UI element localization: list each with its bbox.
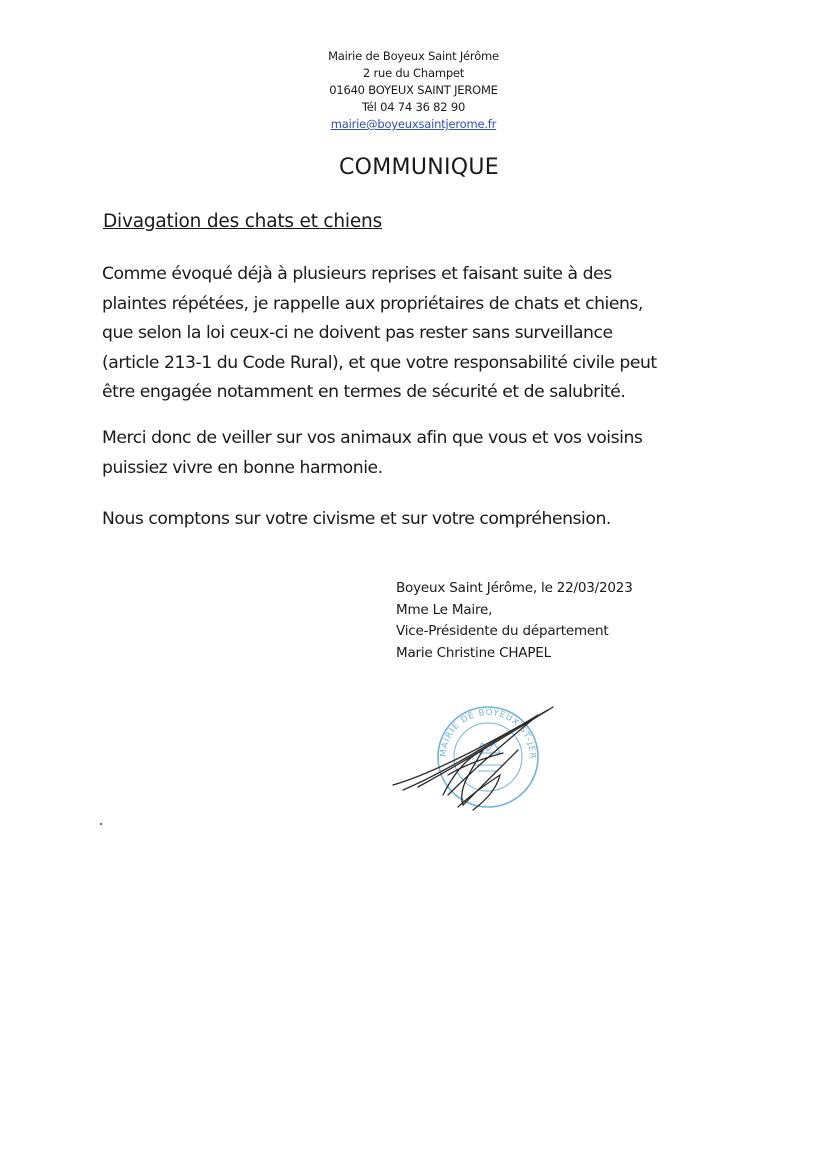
- mairie-email-link[interactable]: mairie@boyeuxsaintjerome.fr: [330, 117, 497, 131]
- signer-title: Vice-Présidente du département: [396, 623, 609, 639]
- paragraph-closing: [102, 505, 742, 535]
- stamp-and-signature: [388, 695, 568, 820]
- mairie-name: Mairie de Boyeux Saint Jérôme: [328, 49, 499, 63]
- paragraph-line: être engagée notamment en termes de sécurité et de salubrité.: [102, 382, 626, 402]
- paragraph-reminder: [102, 260, 742, 408]
- mairie-street: 2 rue du Champet: [362, 66, 465, 80]
- paragraph-line: puissiez vivre en bonne harmonie.: [102, 457, 383, 478]
- paragraph-line: (article 213-1 du Code Rural), et que votre responsabilité civile peut: [102, 352, 657, 373]
- document-title: COMMUNIQUE: [338, 155, 499, 180]
- paragraph-line: plaintes répétées, je rappelle aux propriétaires de chats et chiens,: [102, 293, 643, 314]
- mairie-city: 01640 BOYEUX SAINT JEROME: [329, 83, 498, 97]
- paragraph-line: Merci donc de veiller sur vos animaux afin que vous et vos voisins: [102, 428, 643, 448]
- paragraph-line: que selon la loi ceux-ci ne doivent pas rester sans surveillance: [102, 323, 613, 343]
- signer-role: Mme Le Maire,: [396, 601, 493, 618]
- subject-heading: Divagation des chats et chiens: [103, 211, 383, 232]
- letterhead: [0, 48, 827, 133]
- paragraph-request: [102, 424, 742, 483]
- official-stamp-icon: [388, 695, 568, 820]
- signer-name: Marie Christine CHAPEL: [396, 644, 551, 661]
- stamp-text: MAIRIE DE BOYEUX-ST-JER: [438, 707, 538, 760]
- place-date: Boyeux Saint Jérôme, le 22/03/2023: [396, 580, 633, 596]
- paragraph-line: Comme évoqué déjà à plusieurs reprises et faisant suite à des: [102, 264, 612, 284]
- scan-speck: [100, 823, 102, 825]
- paragraph-line: Nous comptons sur votre civisme et sur votre compréhension.: [102, 509, 611, 529]
- mairie-phone: Tél 04 74 36 82 90: [361, 100, 466, 114]
- svg-text:MAIRIE DE BOYEUX-ST-JEROME: [388, 695, 537, 760]
- signoff-block: [396, 578, 633, 664]
